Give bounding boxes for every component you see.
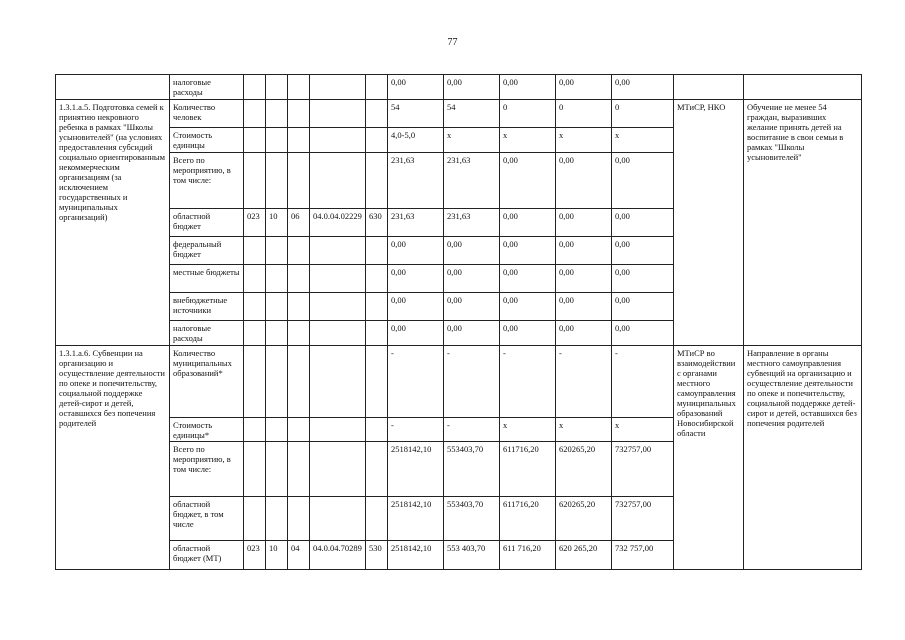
vr-code-cell xyxy=(366,128,388,153)
activity-name-cell xyxy=(56,75,170,100)
rz-code-cell xyxy=(266,100,288,128)
value-cell: 0,00 xyxy=(556,265,612,293)
value-cell: x xyxy=(612,128,674,153)
vr-code-cell xyxy=(366,237,388,265)
value-cell: - xyxy=(556,346,612,418)
value-cell: 0,00 xyxy=(444,321,500,346)
pr-code-cell xyxy=(288,100,310,128)
value-cell: 0,00 xyxy=(612,153,674,209)
vr-code-cell xyxy=(366,265,388,293)
value-cell: 54 xyxy=(444,100,500,128)
value-cell: 231,63 xyxy=(444,153,500,209)
rz-code-cell xyxy=(266,75,288,100)
indicator-cell: Количество муниципальных образований* xyxy=(170,346,244,418)
value-cell: 231,63 xyxy=(444,209,500,237)
value-cell: x xyxy=(444,128,500,153)
activity-name-cell: 1.3.1.а.6. Субвенции на организацию и осуществление деятельности по опеке и попечительству, социальной поддержке детей-сирот и детей, оставшихся без попечения родителей xyxy=(56,346,170,570)
csr-code-cell xyxy=(310,346,366,418)
indicator-cell: областной бюджет (МТ) xyxy=(170,541,244,570)
value-cell: 0,00 xyxy=(612,209,674,237)
value-cell: 0,00 xyxy=(612,321,674,346)
vr-code-cell xyxy=(366,418,388,442)
pr-code-cell xyxy=(288,321,310,346)
grbs-code-cell xyxy=(244,346,266,418)
value-cell: 0,00 xyxy=(500,75,556,100)
value-cell: 0,00 xyxy=(500,153,556,209)
value-cell: 2518142,10 xyxy=(388,442,444,497)
value-cell: 611716,20 xyxy=(500,497,556,541)
csr-code-cell xyxy=(310,237,366,265)
rz-code-cell xyxy=(266,265,288,293)
value-cell: 732757,00 xyxy=(612,442,674,497)
value-cell: 553403,70 xyxy=(444,442,500,497)
pr-code-cell xyxy=(288,128,310,153)
value-cell: 0,00 xyxy=(556,321,612,346)
value-cell: 0 xyxy=(500,100,556,128)
value-cell: 611716,20 xyxy=(500,442,556,497)
value-cell: 231,63 xyxy=(388,153,444,209)
csr-code-cell: 04.0.04.02229 xyxy=(310,209,366,237)
grbs-code-cell: 023 xyxy=(244,541,266,570)
indicator-cell: местные бюджеты xyxy=(170,265,244,293)
csr-code-cell xyxy=(310,293,366,321)
value-cell: 732757,00 xyxy=(612,497,674,541)
activity-name-cell: 1.3.1.а.5. Подготовка семей к принятию некровного ребенка в рамках "Школы усыновителей" (на условиях предоставления субсидий социально ориентированным некоммерческим организациям (за исключением государственных и муниципальных организаций) xyxy=(56,100,170,346)
rz-code-cell xyxy=(266,293,288,321)
pr-code-cell xyxy=(288,497,310,541)
value-cell: 54 xyxy=(388,100,444,128)
budget-table xyxy=(55,74,862,570)
value-cell: 0,00 xyxy=(612,293,674,321)
value-cell: 2518142,10 xyxy=(388,497,444,541)
rz-code-cell xyxy=(266,497,288,541)
table-row xyxy=(56,75,862,100)
value-cell: 611 716,20 xyxy=(500,541,556,570)
value-cell: 0,00 xyxy=(556,153,612,209)
result-cell: Обучение не менее 54 граждан, выразивших желание принять детей на воспитание в свои семьи в рамках "Школы усыновителей" xyxy=(744,100,862,346)
csr-code-cell xyxy=(310,442,366,497)
page-number: 77 xyxy=(447,37,458,48)
grbs-code-cell: 023 xyxy=(244,209,266,237)
grbs-code-cell xyxy=(244,265,266,293)
grbs-code-cell xyxy=(244,321,266,346)
value-cell: 0,00 xyxy=(612,75,674,100)
grbs-code-cell xyxy=(244,237,266,265)
value-cell: - xyxy=(500,346,556,418)
vr-code-cell xyxy=(366,75,388,100)
csr-code-cell xyxy=(310,265,366,293)
vr-code-cell xyxy=(366,293,388,321)
value-cell: 0,00 xyxy=(444,75,500,100)
rz-code-cell xyxy=(266,321,288,346)
value-cell: 0,00 xyxy=(444,237,500,265)
indicator-cell: внебюджетные источники xyxy=(170,293,244,321)
vr-code-cell xyxy=(366,321,388,346)
pr-code-cell xyxy=(288,265,310,293)
pr-code-cell xyxy=(288,442,310,497)
indicator-cell: Количество человек xyxy=(170,100,244,128)
indicator-cell: налоговые расходы xyxy=(170,321,244,346)
value-cell: 0,00 xyxy=(500,321,556,346)
value-cell: 231,63 xyxy=(388,209,444,237)
grbs-code-cell xyxy=(244,153,266,209)
vr-code-cell xyxy=(366,497,388,541)
vr-code-cell xyxy=(366,153,388,209)
vr-code-cell xyxy=(366,346,388,418)
executor-cell xyxy=(674,75,744,100)
grbs-code-cell xyxy=(244,128,266,153)
table-row xyxy=(56,346,862,418)
pr-code-cell xyxy=(288,293,310,321)
indicator-cell: областной бюджет, в том числе xyxy=(170,497,244,541)
value-cell: 2518142,10 xyxy=(388,541,444,570)
indicator-cell: федеральный бюджет xyxy=(170,237,244,265)
value-cell: x xyxy=(556,418,612,442)
rz-code-cell: 10 xyxy=(266,541,288,570)
rz-code-cell xyxy=(266,418,288,442)
value-cell: 553 403,70 xyxy=(444,541,500,570)
value-cell: 0,00 xyxy=(556,209,612,237)
value-cell: 0,00 xyxy=(500,293,556,321)
grbs-code-cell xyxy=(244,442,266,497)
csr-code-cell xyxy=(310,75,366,100)
csr-code-cell xyxy=(310,128,366,153)
value-cell: 553403,70 xyxy=(444,497,500,541)
pr-code-cell xyxy=(288,75,310,100)
pr-code-cell: 06 xyxy=(288,209,310,237)
csr-code-cell xyxy=(310,418,366,442)
value-cell: 0,00 xyxy=(556,293,612,321)
csr-code-cell xyxy=(310,153,366,209)
rz-code-cell xyxy=(266,153,288,209)
value-cell: 0,00 xyxy=(388,75,444,100)
value-cell: 620 265,20 xyxy=(556,541,612,570)
vr-code-cell xyxy=(366,442,388,497)
value-cell: - xyxy=(444,346,500,418)
rz-code-cell: 10 xyxy=(266,209,288,237)
indicator-cell: Всего по мероприятию, в том числе: xyxy=(170,153,244,209)
value-cell: 0,00 xyxy=(612,237,674,265)
value-cell: 0 xyxy=(556,100,612,128)
table-row xyxy=(56,100,862,128)
vr-code-cell: 530 xyxy=(366,541,388,570)
value-cell: x xyxy=(612,418,674,442)
pr-code-cell xyxy=(288,237,310,265)
grbs-code-cell xyxy=(244,293,266,321)
grbs-code-cell xyxy=(244,100,266,128)
value-cell: 732 757,00 xyxy=(612,541,674,570)
rz-code-cell xyxy=(266,346,288,418)
value-cell: - xyxy=(444,418,500,442)
value-cell: 0,00 xyxy=(500,209,556,237)
value-cell: 0,00 xyxy=(556,237,612,265)
value-cell: 4,0-5,0 xyxy=(388,128,444,153)
rz-code-cell xyxy=(266,128,288,153)
indicator-cell: Стоимость единицы xyxy=(170,128,244,153)
indicator-cell: налоговые расходы xyxy=(170,75,244,100)
csr-code-cell: 04.0.04.70289 xyxy=(310,541,366,570)
pr-code-cell: 04 xyxy=(288,541,310,570)
value-cell: 0,00 xyxy=(388,293,444,321)
grbs-code-cell xyxy=(244,418,266,442)
executor-cell: МТиСР, НКО xyxy=(674,100,744,346)
result-cell xyxy=(744,75,862,100)
indicator-cell: Всего по мероприятию, в том числе: xyxy=(170,442,244,497)
value-cell: x xyxy=(500,418,556,442)
executor-cell: МТиСР во взаимодействии с органами местного самоуправления муниципальных образований Новосибирской области xyxy=(674,346,744,570)
csr-code-cell xyxy=(310,497,366,541)
vr-code-cell xyxy=(366,100,388,128)
value-cell: x xyxy=(556,128,612,153)
value-cell: 0,00 xyxy=(612,265,674,293)
value-cell: 0,00 xyxy=(556,75,612,100)
value-cell: - xyxy=(388,418,444,442)
value-cell: 0,00 xyxy=(444,293,500,321)
csr-code-cell xyxy=(310,100,366,128)
grbs-code-cell xyxy=(244,75,266,100)
csr-code-cell xyxy=(310,321,366,346)
grbs-code-cell xyxy=(244,497,266,541)
indicator-cell: областной бюджет xyxy=(170,209,244,237)
value-cell: - xyxy=(388,346,444,418)
rz-code-cell xyxy=(266,442,288,497)
value-cell: x xyxy=(500,128,556,153)
indicator-cell: Стоимость единицы* xyxy=(170,418,244,442)
pr-code-cell xyxy=(288,346,310,418)
pr-code-cell xyxy=(288,418,310,442)
value-cell: 620265,20 xyxy=(556,442,612,497)
value-cell: 620265,20 xyxy=(556,497,612,541)
rz-code-cell xyxy=(266,237,288,265)
value-cell: 0,00 xyxy=(388,321,444,346)
value-cell: 0,00 xyxy=(388,265,444,293)
result-cell: Направление в органы местного самоуправления субвенций на организацию и осуществление деятельности по опеке и попечительству, социальной поддержке детей-сирот и детей, оставшихся без попечения родителей xyxy=(744,346,862,570)
value-cell: 0,00 xyxy=(500,265,556,293)
value-cell: 0,00 xyxy=(444,265,500,293)
pr-code-cell xyxy=(288,153,310,209)
value-cell: 0,00 xyxy=(388,237,444,265)
value-cell: 0 xyxy=(612,100,674,128)
value-cell: - xyxy=(612,346,674,418)
value-cell: 0,00 xyxy=(500,237,556,265)
vr-code-cell: 630 xyxy=(366,209,388,237)
